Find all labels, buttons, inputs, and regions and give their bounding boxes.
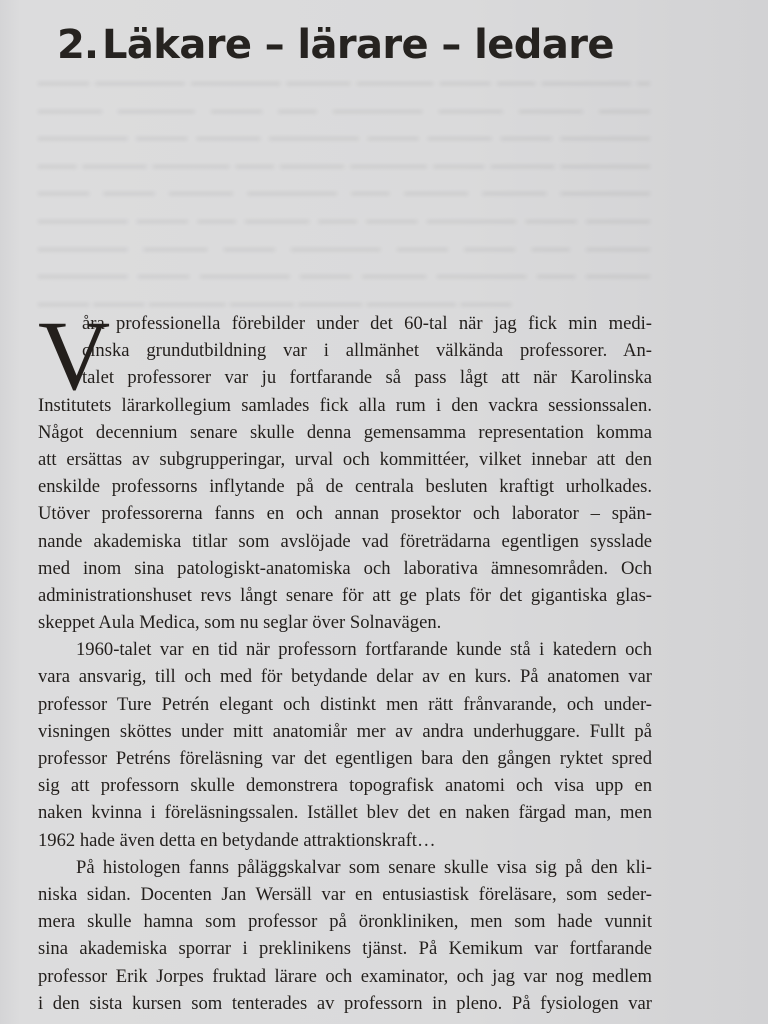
text-line: sig att professorn skulle demonstrera topografisk anatomi och visa upp en (38, 775, 652, 797)
text-line: sina akademiska sporrar i preklinikens tjänst. På Kemikum var fortfarande (38, 938, 652, 960)
text-line: visningen sköttes under mitt anatomiår mer av andra underhuggare. Fullt på (38, 720, 652, 742)
show-through-text: ──── ─────── ─────── ───── ────── ──── ─── ─────── ─ ───── ────── ──── ─── ─────── ───── ───── ──── ─────── ──── ───── ─────── ──── ───── ──── ─────── ─── ───── ────── ─── ───── ────── ──── ───── ─────── ──── ──── ───── ─────── ─── ───── ───── ─────── ─────── ──── ─── ───── ─── ──── ─────── ──── ───── ─────── ───── ──── ─────── ──── ──── ─── ───── ─────── ──── ─────── ──── ───── ─────── ─── ───── ──── ──── ────── ───── ───── ─────── ──── (38, 73, 650, 314)
text-line: 1960-talet var en tid när professorn fortfarande kunde stå i katedern och (76, 639, 652, 661)
text-line: niska sidan. Docenten Jan Wersäll var en entusiastisk föreläsare, som seder- (38, 883, 652, 905)
text-line: professor Petréns föreläsning var det egentligen bara den gången ryktet spred (38, 748, 652, 769)
body-text (38, 300, 652, 1017)
text-line: vara ansvarig, till och med för betydande delar av en kurs. På anatomen var (38, 666, 652, 688)
text-line: professor Erik Jorpes fruktad lärare och examinator, och jag var nog medlem (38, 965, 652, 987)
text-line: På histologen fanns påläggskalvar som senare skulle visa sig på den kli- (76, 856, 652, 878)
text-line: professor Ture Petrén elegant och distinkt men rätt frånvarande, och under- (38, 693, 652, 715)
text-line: nande akademiska titlar som avslöjade vad företrädarna egentligen sysslade (38, 530, 652, 552)
text-line: att ersättas av subgrupperingar, urval och kommittéer, vilket innebar att den (38, 448, 652, 470)
text-line: Något decennium senare skulle denna gemensamma representation komma (38, 421, 652, 443)
text-line: åra professionella förebilder under det 60-tal när jag fick min medi- (82, 313, 652, 334)
paragraph-1 (38, 300, 652, 636)
text-line: enskilde professorns inflytande på de centrala besluten kraftigt urholkades. (38, 476, 652, 498)
text-line: administrationshuset revs långt senare för att ge plats för det gigantiska glas- (38, 584, 652, 606)
text-line: talet professorer var ju fortfarande så pass lågt att när Karolinska (82, 367, 652, 389)
text-line: med inom sina patologiskt-anatomiska och laborativa ämnesområden. Och (38, 557, 652, 579)
text-line: 1962 hade även detta en betydande attraktionskraft… (38, 829, 436, 851)
chapter-number: 2. (57, 22, 99, 68)
chapter-title-text: Läkare – lärare – ledare (102, 22, 614, 68)
paragraph-2 (38, 636, 652, 854)
text-line: skeppet Aula Medica, som nu seglar över Solnavägen. (38, 612, 442, 634)
text-line: naken kvinna i föreläsningssalen. Istället blev det en naken färgad man, men (38, 802, 652, 824)
chapter-title (57, 22, 614, 68)
text-line: Utöver professorerna fanns en och annan prosektor och laborator – spän- (38, 503, 652, 525)
text-line: Institutets lärarkollegium samlades fick alla rum i den vackra sessionssalen. (38, 394, 652, 416)
text-line: mera skulle hamna som professor på öronkliniken, men som hade vunnit (38, 911, 652, 933)
text-line: cinska grundutbildning var i allmänhet välkända professorer. An- (82, 340, 652, 362)
text-line: i den sista kursen som tenterades av professorn in pleno. På fysiologen var (38, 992, 652, 1014)
drop-cap: V (38, 300, 111, 411)
paragraph-3 (38, 854, 652, 1017)
